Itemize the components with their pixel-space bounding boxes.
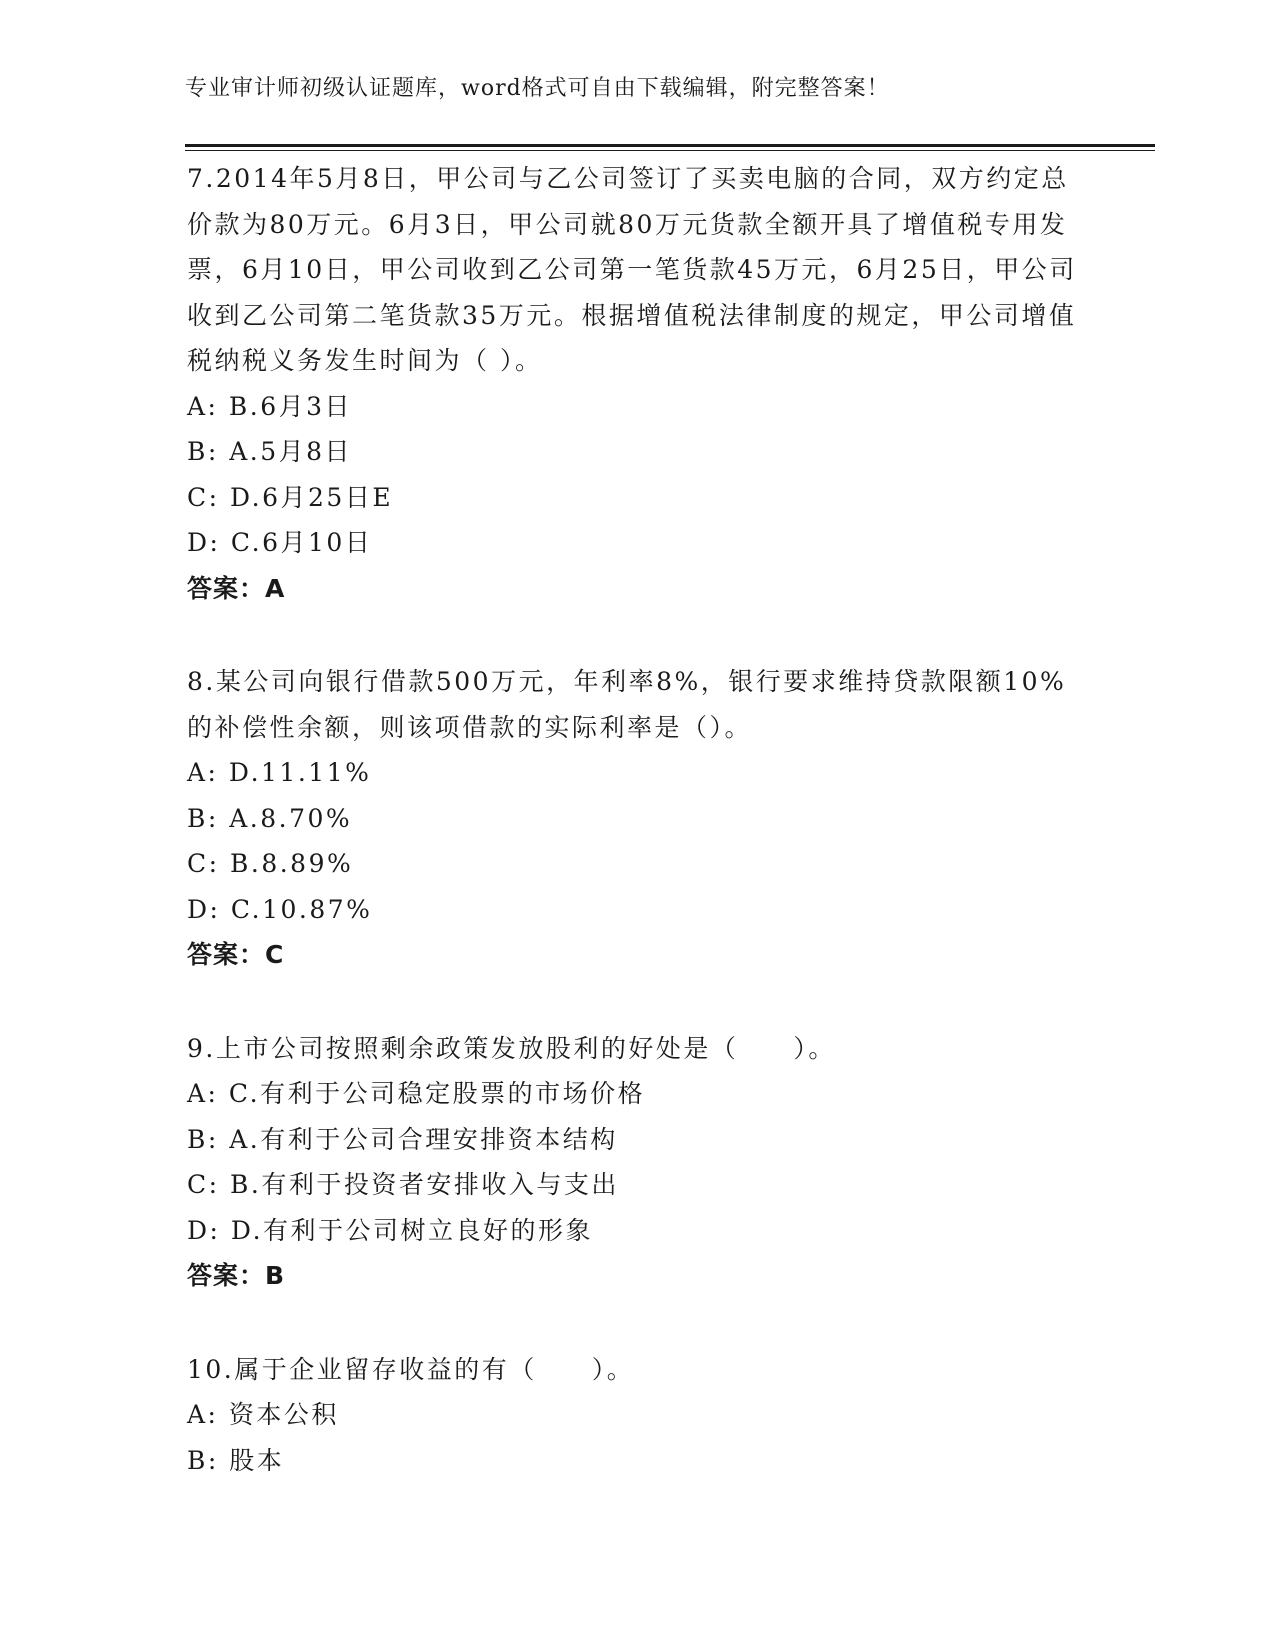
question-7 [187, 156, 1087, 611]
option-d: D: C.10.87% [187, 894, 373, 924]
option-c: C: D.6月25日E [187, 482, 394, 512]
question-10 [187, 1347, 1087, 1484]
question-9 [187, 1026, 1087, 1299]
question-stem: 10.属于企业留存收益的有（ ）。 [187, 1354, 635, 1384]
option-a: A: C.有利于公司稳定股票的市场价格 [187, 1079, 646, 1108]
question-list [187, 156, 1087, 1531]
option-c: C: B.有利于投资者安排收入与支出 [187, 1170, 619, 1199]
option-b: B: A.有利于公司合理安排资本结构 [187, 1124, 618, 1154]
option-a: A: D.11.11% [187, 758, 372, 787]
header-rule-thin [185, 150, 1155, 151]
option-b: B: 股本 [187, 1445, 285, 1475]
header-rule-thick [185, 144, 1155, 147]
option-b: B: A.8.70% [187, 803, 353, 833]
option-b: B: A.5月8日 [187, 437, 353, 466]
option-d: D: C.6月10日 [187, 528, 373, 557]
option-a: A: B.6月3日 [187, 391, 353, 421]
option-a: A: 资本公积 [187, 1400, 339, 1429]
answer-line: 答案：B [187, 1261, 286, 1290]
question-stem: 8.某公司向银行借款500万元，年利率8%，银行要求维持贷款限额10%的补偿性余额，则该项借款的实际利率是（）。 [187, 667, 1067, 742]
page-header: 专业审计师初级认证题库，word格式可自由下载编辑，附完整答案！ [185, 76, 890, 101]
option-d: D: D.有利于公司树立良好的形象 [187, 1215, 594, 1245]
option-c: C: B.8.89% [187, 849, 354, 878]
answer-line: 答案：C [187, 940, 285, 969]
question-8 [187, 659, 1087, 978]
question-stem: 7.2014年5月8日，甲公司与乙公司签订了买卖电脑的合同，双方约定总价款为80万元。6月3日，甲公司就80万元货款全额开具了增值税专用发票，6月10日，甲公司收到乙公司第一笔货款45万元，6月25日，甲公司收到乙公司第二笔货款35万元。根据增值税法律制度的规定，甲公司增值税纳税义务发生时间为（ ）。 [187, 164, 1077, 375]
answer-line: 答案：A [187, 573, 286, 603]
question-stem: 9.上市公司按照剩余政策发放股利的好处是（ ）。 [187, 1033, 836, 1063]
